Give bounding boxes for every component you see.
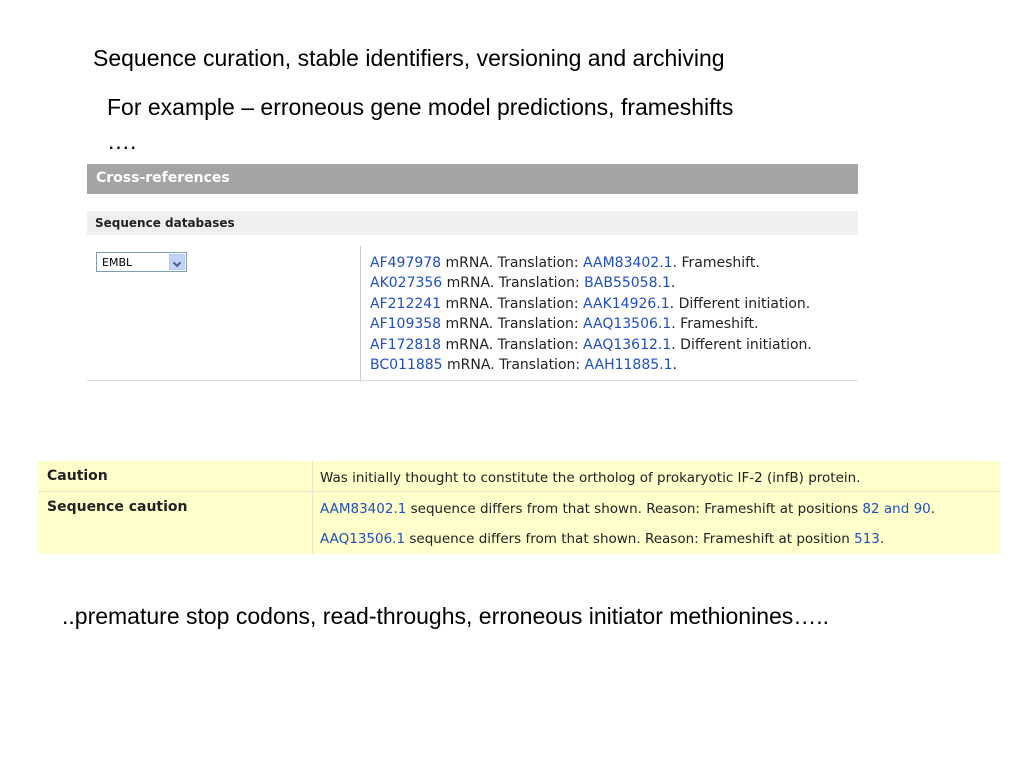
position-link[interactable]: 513 [854, 531, 880, 547]
xref-note: . Different initiation. [669, 295, 811, 312]
mrna-text: mRNA. Translation: [441, 255, 584, 271]
sequence-caution-entry [320, 531, 884, 547]
database-select-value: EMBL [102, 256, 133, 269]
database-select[interactable] [96, 252, 187, 272]
cross-references-panel [87, 164, 858, 382]
protein-accession-link[interactable]: BAB55058.1 [584, 275, 671, 292]
sequence-databases-bar [87, 211, 858, 235]
mrna-text: mRNA. Translation: [441, 295, 584, 312]
sequence-databases-label: Sequence databases [95, 216, 235, 230]
embl-accession-link[interactable]: BC011885 [370, 357, 443, 374]
embl-accession-link[interactable]: AF172818 [370, 336, 442, 353]
xref-note: . Frameshift. [671, 316, 759, 333]
cross-references-header [87, 164, 858, 194]
protein-accession-link[interactable]: AAQ13506.1 [320, 531, 406, 547]
position-link[interactable]: 82 and 90 [862, 501, 931, 517]
mrna-text: mRNA. Translation: [441, 316, 584, 333]
embl-accession-link[interactable]: AF109358 [370, 316, 442, 333]
slide-ellipsis: …. [107, 128, 137, 154]
xref-note: . Frameshift. [672, 255, 760, 271]
embl-accession-link[interactable]: AF212241 [370, 295, 442, 312]
xref-row [370, 314, 812, 334]
mrna-text: mRNA. Translation: [441, 336, 584, 353]
slide-title: Sequence curation, stable identifiers, versioning and archiving [93, 45, 725, 71]
caution-end: . [930, 501, 936, 517]
embl-accession-link[interactable]: AF497978 [370, 255, 442, 271]
caution-label: Caution [47, 468, 108, 484]
caution-table [38, 461, 1000, 554]
slide-example-text: For example – erroneous gene model predictions, frameshifts [107, 94, 734, 120]
xref-note: . [672, 357, 677, 374]
caution-text: Was initially thought to constitute the ortholog of prokaryotic IF-2 (infB) protein. [320, 470, 861, 486]
mrna-text: mRNA. Translation: [442, 275, 585, 292]
bottom-note: ..premature stop codons, read-throughs, erroneous initiator methionines….. [62, 603, 830, 629]
xref-row [370, 273, 812, 293]
caution-reason: sequence differs from that shown. Reason: Frameshift at position [405, 531, 855, 547]
column-divider [360, 246, 361, 382]
panel-bottom-border [87, 380, 858, 381]
embl-accession-link[interactable]: AK027356 [370, 275, 443, 292]
caution-end: . [879, 531, 885, 547]
chevron-down-icon[interactable] [169, 254, 185, 270]
xref-row [370, 294, 812, 314]
protein-accession-link[interactable]: AAK14926.1 [583, 295, 670, 312]
protein-accession-link[interactable]: AAH11885.1 [584, 357, 673, 374]
sequence-caution-entry [320, 501, 935, 517]
protein-accession-link[interactable]: AAM83402.1 [583, 255, 673, 271]
xref-row [370, 355, 812, 375]
xref-row [370, 253, 812, 273]
mrna-text: mRNA. Translation: [442, 357, 585, 374]
protein-accession-link[interactable]: AAQ13612.1 [583, 336, 672, 353]
protein-accession-link[interactable]: AAM83402.1 [320, 501, 407, 517]
xref-row [370, 335, 812, 355]
caution-row-divider [38, 491, 1000, 492]
sequence-caution-label: Sequence caution [47, 499, 188, 515]
caution-reason: sequence differs from that shown. Reason: Frameshift at positions [406, 501, 863, 517]
caution-column-divider [312, 461, 313, 554]
xref-note: . Different initiation. [671, 336, 812, 353]
protein-accession-link[interactable]: AAQ13506.1 [583, 316, 672, 333]
cross-reference-list [370, 253, 812, 375]
cross-references-title: Cross-references [96, 170, 230, 186]
xref-note: . [670, 275, 676, 292]
